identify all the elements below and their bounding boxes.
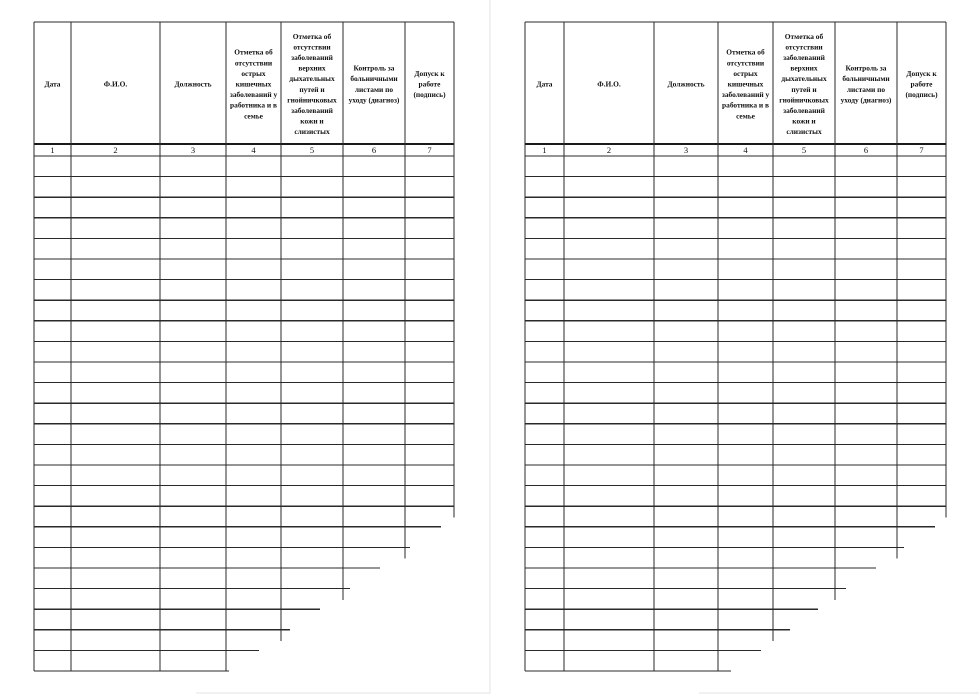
left-page [0, 0, 489, 694]
column-6-header-line: Контроль за [353, 63, 395, 73]
column-4-header-line: заболеваний у [229, 90, 278, 100]
column-2-header-line: Ф.И.О. [597, 79, 621, 89]
column-1-header-line: Дата [536, 79, 553, 89]
column-5-header-line: гнойничковых [779, 95, 829, 105]
column-2-header-line: Ф.И.О. [103, 79, 128, 89]
column-6-header-line: уходу (диагноз) [840, 95, 892, 105]
column-5-header-line: путей и [791, 84, 817, 94]
column-6-header-line: Контроль за [845, 63, 887, 73]
column-7-number: 7 [427, 145, 432, 155]
column-5-number: 5 [801, 145, 807, 155]
column-4-number: 4 [251, 145, 256, 155]
column-5-header-line: заболеваний [291, 106, 333, 115]
column-5-header-line: Отметка об [292, 31, 332, 41]
column-7-header-line: (подпись) [905, 90, 938, 100]
column-4-header-line: отсутствии [234, 58, 273, 68]
column-2-number: 2 [606, 145, 612, 155]
column-5-header-line: отсутствии [785, 42, 823, 52]
column-6-header-line: листами по [846, 84, 886, 94]
column-4-header-line: семье [736, 111, 755, 121]
column-5-header-line: кожи и [300, 116, 324, 126]
column-3-header-line: Должность [174, 79, 212, 89]
column-3-number: 3 [190, 145, 196, 155]
column-5-header-line: заболеваний [783, 53, 825, 62]
column-5-header-line: гнойничковых [287, 95, 337, 105]
column-7-number: 7 [919, 145, 924, 155]
column-7-header-line: Допуск к [906, 68, 937, 78]
column-4-header-line: заболеваний у [721, 90, 770, 100]
column-6-number: 6 [863, 145, 869, 155]
column-1-number: 1 [50, 145, 55, 155]
column-6-number: 6 [371, 145, 377, 155]
column-5-header-line: дыхательных [781, 74, 827, 84]
column-3-number: 3 [683, 145, 689, 155]
column-5-header-line: верхних [790, 63, 818, 73]
column-4-header-line: семье [244, 111, 263, 121]
column-4-header-line: Отметка об [234, 47, 273, 57]
column-5-header-line: путей и [299, 84, 325, 94]
column-1-header-line: Дата [44, 79, 61, 89]
column-4-header-line: Отметка об [726, 47, 765, 57]
column-1-number: 1 [542, 145, 547, 155]
column-5-header-line: дыхательных [289, 74, 335, 84]
column-3-header-line: Должность [667, 79, 705, 89]
column-7-header-line: работе [910, 79, 933, 89]
column-4-header-line: острых [241, 68, 266, 78]
column-5-number: 5 [309, 145, 315, 155]
column-4-header-line: отсутствии [726, 58, 765, 68]
column-4-number: 4 [743, 145, 748, 155]
column-5-header-line: отсутствии [293, 42, 331, 52]
column-6-header-line: больничными [350, 74, 398, 84]
column-6-header-line: больничными [842, 74, 890, 84]
column-5-header-line: Отметка об [784, 31, 824, 41]
column-6-header-line: листами по [354, 84, 394, 94]
column-5-header-line: заболеваний [783, 106, 825, 115]
column-5-header-line: слизистых [294, 127, 330, 137]
column-5-header-line: заболеваний [291, 53, 333, 62]
column-5-header-line: верхних [298, 63, 326, 73]
column-7-header-line: Допуск к [414, 68, 445, 78]
column-7-header-line: работе [418, 79, 441, 89]
journal-table [0, 0, 489, 694]
column-6-header-line: уходу (диагноз) [348, 95, 400, 105]
column-5-header-line: слизистых [786, 127, 822, 137]
column-2-number: 2 [113, 145, 118, 155]
column-5-header-line: кожи и [792, 116, 816, 126]
column-4-header-line: работника и в [230, 100, 277, 110]
column-4-header-line: острых [733, 68, 758, 78]
journal-table [491, 0, 979, 694]
column-7-header-line: (подпись) [413, 90, 446, 100]
column-4-header-line: кишечных [235, 79, 272, 89]
column-4-header-line: кишечных [727, 79, 764, 89]
column-4-header-line: работника и в [722, 100, 769, 110]
right-page [491, 0, 979, 694]
